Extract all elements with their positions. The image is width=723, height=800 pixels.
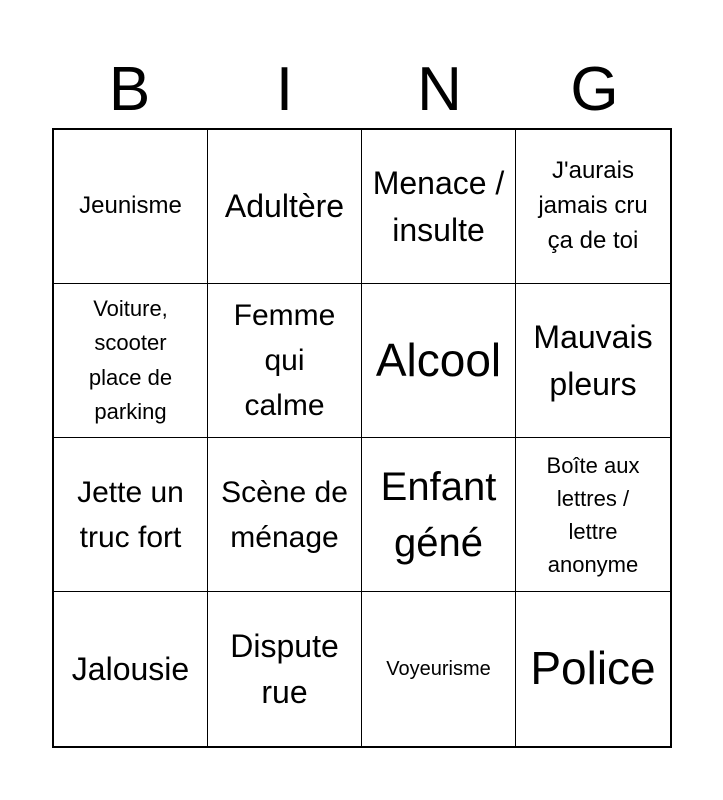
bingo-cell-text: Jette un truc fort	[77, 475, 184, 554]
bingo-cell-text: Scène de ménage	[221, 475, 348, 554]
bingo-cell[interactable]	[54, 130, 208, 284]
bingo-cell[interactable]	[208, 438, 362, 592]
bingo-header	[52, 52, 672, 128]
bingo-cell[interactable]	[362, 284, 516, 438]
bingo-cell-text: J'aurais jamais cru ça de toi	[538, 157, 648, 254]
bingo-cell-text: Mauvais pleurs	[533, 319, 653, 402]
bingo-cell[interactable]	[516, 284, 670, 438]
bingo-cell-text: Adultère	[224, 188, 345, 225]
header-letter-n: N	[417, 55, 462, 124]
bingo-cell-text: Police	[530, 642, 656, 695]
bingo-cell[interactable]	[362, 592, 516, 746]
bingo-cell-text: Femme qui calme	[233, 299, 336, 422]
bingo-cell[interactable]	[208, 130, 362, 284]
bingo-cell-text: Voyeurisme	[386, 657, 491, 680]
header-letter-b: B	[108, 55, 151, 124]
bingo-board	[52, 128, 672, 748]
bingo-cell[interactable]	[362, 438, 516, 592]
bingo-cell-text: Boîte aux lettres / lettre anonyme	[546, 452, 640, 577]
bingo-cell-text: Alcool	[375, 333, 502, 386]
bingo-cell-text: Enfant géné	[380, 464, 497, 565]
header-letter-g: G	[570, 55, 619, 124]
bingo-cell-text: Jeunisme	[79, 192, 182, 220]
bingo-cell[interactable]	[362, 130, 516, 284]
bingo-cell[interactable]	[516, 130, 670, 284]
bingo-cell[interactable]	[516, 438, 670, 592]
bingo-cell[interactable]	[54, 592, 208, 746]
bingo-cell[interactable]	[516, 592, 670, 746]
bingo-cell[interactable]	[208, 284, 362, 438]
bingo-cell[interactable]	[54, 284, 208, 438]
bingo-cell-text: Dispute rue	[230, 627, 339, 710]
bingo-cell-text: Voiture, scooter place de parking	[88, 296, 173, 424]
header-letter-i: I	[275, 55, 294, 124]
bingo-cell-text: Jalousie	[71, 650, 190, 687]
bingo-cell[interactable]	[208, 592, 362, 746]
bingo-cell[interactable]	[54, 438, 208, 592]
bingo-cell-text: Menace / insulte	[372, 165, 505, 248]
